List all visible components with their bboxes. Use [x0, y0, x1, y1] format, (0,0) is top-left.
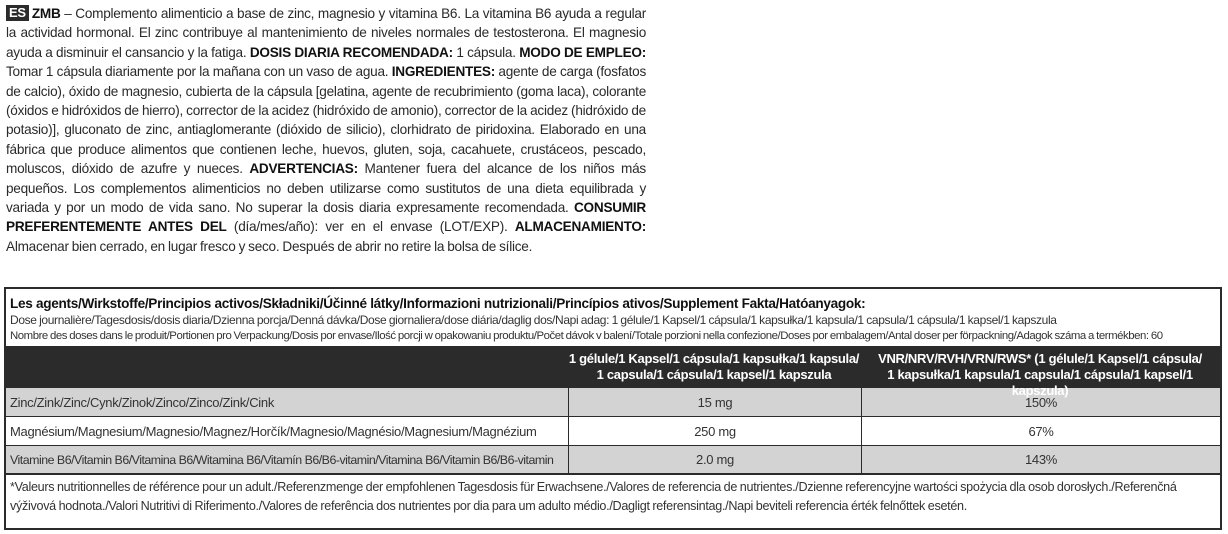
nutrient-nrv: 67% [861, 417, 1220, 445]
modo-label: MODO DE EMPLEO: [519, 44, 646, 60]
consumir-label: CONSUMIR PREFERENTEMENTE ANTES DEL [6, 200, 646, 235]
header-empty-cell [6, 346, 568, 388]
dosis-label: DOSIS DIARIA RECOMENDADA: [249, 44, 453, 60]
consumir-text: (día/mes/año): ver en el envase (LOT/EXP). [226, 219, 515, 235]
header-per-capsule-line-2: 1 capsula/1 cápsula/1 kapsel/1 kapszula [596, 367, 832, 382]
language-badge: ES [6, 5, 29, 21]
dosis-text: 1 cápsula. [452, 44, 520, 60]
header-nrv-line-1: VNR/NRV/RVH/VRN/RWS* (1 gélule/1 Kapsel/1 cápsula/ [878, 351, 1202, 366]
nutrient-name: Magnésium/Magnesium/Magnesio/Magnez/Horčík/Magnesio/Magnésio/Magnesium/Magnézium [10, 423, 537, 439]
nutrient-amount: 2.0 mg [568, 446, 861, 473]
header-per-capsule [568, 346, 860, 388]
table-title: Les agents/Wirkstoffe/Principios activos/Składniki/Účinné látky/Informazioni nutrizionali/Princípios ativos/Supplement Fakta/Hatóanyagok: [10, 296, 866, 311]
ingredientes-text: agente de carga (fosfatos de calcio), óxido de magnesio, cubierta de la cápsula [gelatina, agente de recubrimiento (goma laca), colorante (óxidos e hidróxidos de hierro), corrector de la acidez (hidróxido de amonio), corrector de la acidez (hidróxido de potasio)], gluconato de zinc, antiaglomerante (dióxido de silicio), clorhidrato de piridoxina. Elaborado en una fábrica que produce alimentos que contienen leche, huevos, gluten, soja, cacahuete, crustáceos, pescado, moluscos, dióxido de azufre y nueces. [6, 64, 646, 177]
nutrition-table [4, 287, 1222, 530]
nutrient-amount: 250 mg [568, 417, 861, 445]
intro-text: – Complemento alimenticio a base de zinc, magnesio y vitamina B6. La vitamina B6 ayuda a regular la actividad hormonal. El zinc contribuye al mantenimiento de niveles normales de testosterona. El magnesio ayuda a disminuir el cansancio y la fatiga. [6, 6, 646, 60]
advertencias-text: Mantener fuera del alcance de los niños más pequeños. Los complementos alimenticios no deben utilizarse como sustitutos de una dieta equilibrada y variada y por un modo de vida sano. No superar la dosis diaria expresamente recomendada. [6, 161, 646, 216]
header-nrv [860, 346, 1220, 398]
table-row [6, 388, 1220, 417]
table-row [6, 446, 1220, 475]
almacenamiento-label: ALMACENAMIENTO: [514, 219, 647, 235]
header-per-capsule-line-1: 1 gélule/1 Kapsel/1 cápsula/1 kapsułka/1 kapsula/ [568, 351, 860, 366]
ingredientes-label: INGREDIENTES: [391, 64, 495, 80]
advertencias-label: ADVERTENCIAS: [249, 161, 358, 177]
table-row [6, 417, 1220, 446]
product-name: ZMB [31, 6, 61, 21]
daily-dose-line: Dose journalière/Tagesdosis/dosis diaria/Dzienna porcja/Denná dávka/Dose giornaliera/dose diária/daglig dos/Napi adag: 1 gélule/1 Kapsel/1 cápsula/1 kapsułka/1 kapsula/1 capsula/1 cápsula/1 kapsel/1 kapszula [10, 313, 1057, 327]
nutrient-nrv: 150% [861, 388, 1220, 416]
header-nrv-line-2: 1 kapsułka/1 kapsula/1 capsula/1 cápsula/1 kapsel/1 kapszula) [887, 367, 1193, 398]
almacenamiento-text: Almacenar bien cerrado, en lugar fresco y seco. Después de abrir no retire la bolsa de sílice. [6, 238, 533, 254]
modo-text: Tomar 1 cápsula diariamente por la mañana con un vaso de agua. [6, 64, 392, 80]
nutrient-amount: 15 mg [568, 388, 861, 416]
nutrient-name: Zinc/Zink/Zinc/Cynk/Zinok/Zinco/Zinco/Zink/Cink [10, 394, 275, 410]
nrv-footnote: *Valeurs nutritionnelles de référence pour un adult./Referenzmenge der empfohlenen Tagesdosis für Erwachsene./Valores de referencia de nutrientes./Dzienne referencyjne wartości spożycia dla osob dorosłych./Referenčná výživová hodnota./Valori Nutritivi di Riferimento./Valores de referência dos nutrientes por dia para um adulto médio./Dagligt referensintag./Napi beviteli referencia érték felnőttek esetén. [10, 480, 1177, 513]
nutrient-nrv: 143% [861, 446, 1220, 473]
table-header [6, 346, 1220, 398]
spanish-description [6, 4, 646, 256]
servings-line: Nombre des doses dans le produit/Portionen pro Verpackung/Dosis por envase/Ilość porcji w opakowaniu produktu/Počet dávok v balení/Totale porzioni nella confezione/Doses por embalagem/Antal doser per förpackning/Adagok száma a termékben: 60 [10, 330, 1163, 342]
nutrient-name: Vitamine B6/Vitamin B6/Vitamina B6/Witamina B6/Vitamín B6/B6-vitamin/Vitamina B6/Vitamin B6/B6-vitamin [10, 452, 554, 467]
